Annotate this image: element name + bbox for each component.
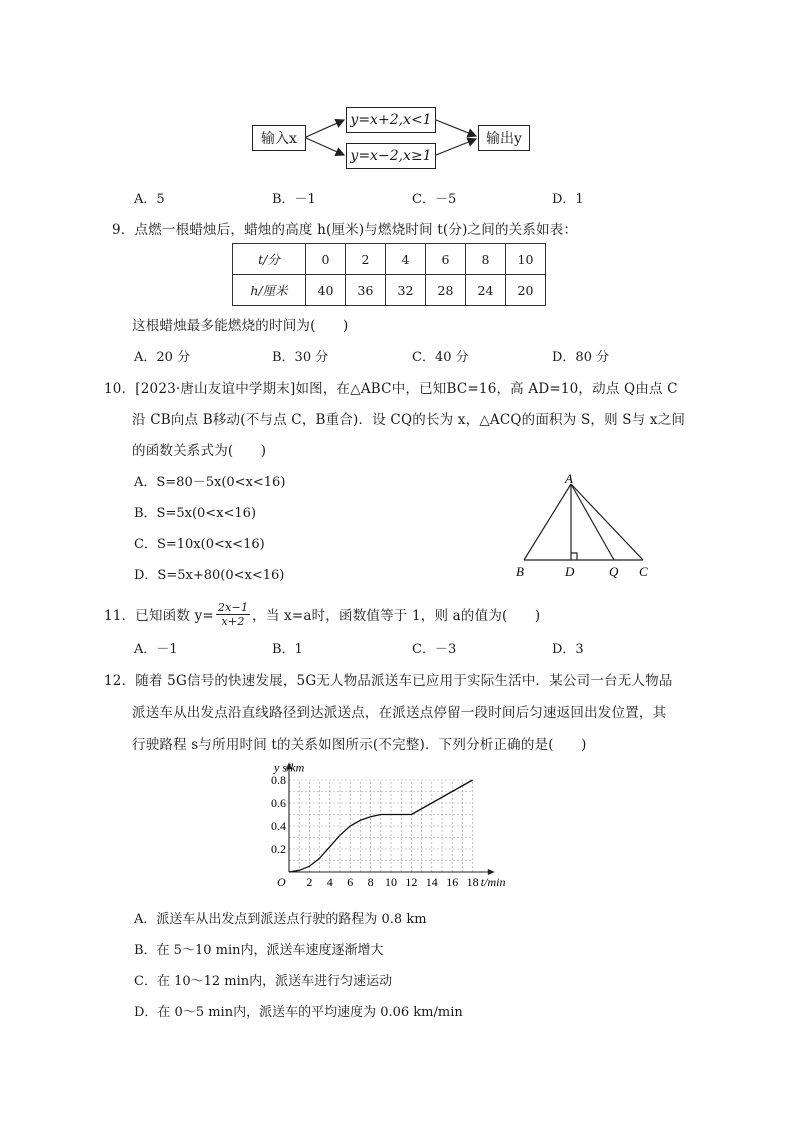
q9-stem: 9．点燃一根蜡烛后，蜡烛的高度 h(厘米)与燃烧时间 t(分)之间的关系如表： <box>112 222 578 238</box>
q12-line-2: 派送车从出发点沿直线路径到达派送点，在派送点停留一段时间后匀速返回出发位置，其 <box>132 705 667 721</box>
table-cell: 2 <box>346 244 386 275</box>
x-tick-label: 8 <box>367 875 374 889</box>
q11-fraction <box>216 601 250 628</box>
table-cell: 6 <box>426 244 466 275</box>
q9-option-a[interactable]: A．20 分 <box>134 350 191 365</box>
q10-option-a[interactable]: A．S=80－5x(0<x<16) <box>134 475 286 490</box>
origin-label: O <box>277 875 286 889</box>
q11-stem-suffix: ，当 x=a时，函数值等于 1，则 a的值为( ) <box>252 608 541 624</box>
label-q: Q <box>609 564 619 579</box>
q9-row1-header: t/分 <box>233 244 306 275</box>
flow-branch-bottom-label: y=x−2,x≥1 <box>350 148 432 164</box>
q11-stem <box>104 597 540 631</box>
y-tick-label: 0.4 <box>271 819 286 833</box>
arrow-input-to-bottom <box>306 138 344 155</box>
right-angle-mark <box>571 553 577 560</box>
table-cell: 36 <box>346 275 386 306</box>
q10-line-1: 10．[2023·唐山友谊中学期末]如图，在△ABC中，已知BC=16，高 AD=10，动点 Q由点 C <box>104 381 678 397</box>
q10-option-b[interactable]: B．S=5x(0<x<16) <box>134 506 257 521</box>
table-cell: 32 <box>386 275 426 306</box>
q9-option-b[interactable]: B．30 分 <box>272 350 329 365</box>
table-cell: 28 <box>426 275 466 306</box>
q8-option-d[interactable]: D．1 <box>552 192 584 207</box>
q11-stem-prefix: 11．已知函数 y= <box>104 608 214 624</box>
q8-option-b[interactable]: B．－1 <box>272 192 316 207</box>
q12-line-3: 行驶路程 s与所用时间 t的关系如图所示(不完整)．下列分析正确的是( ) <box>132 737 587 753</box>
x-tick-label: 6 <box>347 875 354 889</box>
q9-table <box>232 243 546 306</box>
q11-option-a[interactable]: A．－1 <box>134 642 178 657</box>
x-tick-label: 2 <box>306 875 313 889</box>
table-cell: 10 <box>506 244 546 275</box>
label-b: B <box>516 564 524 579</box>
q12-option-c[interactable]: C．在 10～12 min内，派送车进行匀速运动 <box>134 974 393 989</box>
x-tick-label: 10 <box>385 875 397 889</box>
x-tick-label: 14 <box>425 875 438 889</box>
q9-option-c[interactable]: C．40 分 <box>412 350 469 365</box>
x-tick-label: 12 <box>405 875 418 889</box>
arrow-top-to-output <box>436 120 476 136</box>
q10-option-d[interactable]: D．S=5x+80(0<x<16) <box>134 568 285 583</box>
table-cell: 40 <box>306 275 346 306</box>
q9-option-d[interactable]: D．80 分 <box>552 350 610 365</box>
q11-option-c[interactable]: C．－3 <box>412 642 457 657</box>
x-tick-label: 4 <box>326 875 333 889</box>
q12-option-b[interactable]: B．在 5～10 min内，派送车速度逐渐增大 <box>134 943 384 958</box>
y-axis-label: y s/km <box>274 760 305 775</box>
table-cell: 0 <box>306 244 346 275</box>
y-tick-label: 0.8 <box>271 773 286 787</box>
y-tick-label: 0.2 <box>271 842 286 856</box>
table-cell: 8 <box>466 244 506 275</box>
arrow-bottom-to-output <box>436 139 476 155</box>
table-cell: 4 <box>386 244 426 275</box>
x-tick-label: 16 <box>446 875 459 889</box>
q11-denominator: x+2 <box>221 614 245 628</box>
x-axis-label: t/min <box>480 875 506 889</box>
q9-question: 这根蜡烛最多能燃烧的时间为( ) <box>132 318 349 334</box>
q10-line-3: 的函数关系式为( ) <box>132 443 267 459</box>
flow-arrows <box>0 0 794 200</box>
table-cell: 20 <box>506 275 546 306</box>
q12-line-1: 12．随着 5G信号的快速发展，5G无人物品派送车已应用于实际生活中．某公司一台无人物品 <box>104 673 673 689</box>
q12-option-a[interactable]: A．派送车从出发点到派送点行驶的路程为 0.8 km <box>134 912 427 927</box>
q8-option-c[interactable]: C．－5 <box>412 192 457 207</box>
label-a: A <box>565 472 573 486</box>
label-d: D <box>565 564 575 579</box>
q10-option-c[interactable]: C．S=10x(0<x<16) <box>134 537 265 552</box>
flow-output-label: 输出y <box>486 131 522 147</box>
q9-row2-header: h/厘米 <box>233 275 306 306</box>
q11-numerator: 2x−1 <box>217 600 249 614</box>
q10-line-2: 沿 CB向点 B移动(不与点 C，B重合)．设 CQ的长为 x，△ACQ的面积为 S，则 S与 x之间 <box>132 412 686 428</box>
label-c: C <box>639 564 648 579</box>
flow-branch-top-label: y=x+2,x<1 <box>350 112 432 128</box>
distance-time-chart <box>264 760 524 894</box>
q12-option-d[interactable]: D．在 0～5 min内，派送车的平均速度为 0.06 km/min <box>134 1005 463 1020</box>
table-row <box>233 244 546 275</box>
y-tick-label: 0.6 <box>271 796 286 810</box>
flow-input-label: 输入x <box>261 131 297 147</box>
x-tick-label: 18 <box>466 875 479 889</box>
q10-triangle-figure <box>510 472 660 584</box>
side-ab <box>524 484 571 560</box>
table-cell: 24 <box>466 275 506 306</box>
q11-option-b[interactable]: B．1 <box>272 642 303 657</box>
q11-option-d[interactable]: D．3 <box>552 642 584 657</box>
table-row <box>233 275 546 306</box>
arrow-input-to-top <box>306 120 344 137</box>
q8-option-a[interactable]: A．5 <box>134 192 165 207</box>
